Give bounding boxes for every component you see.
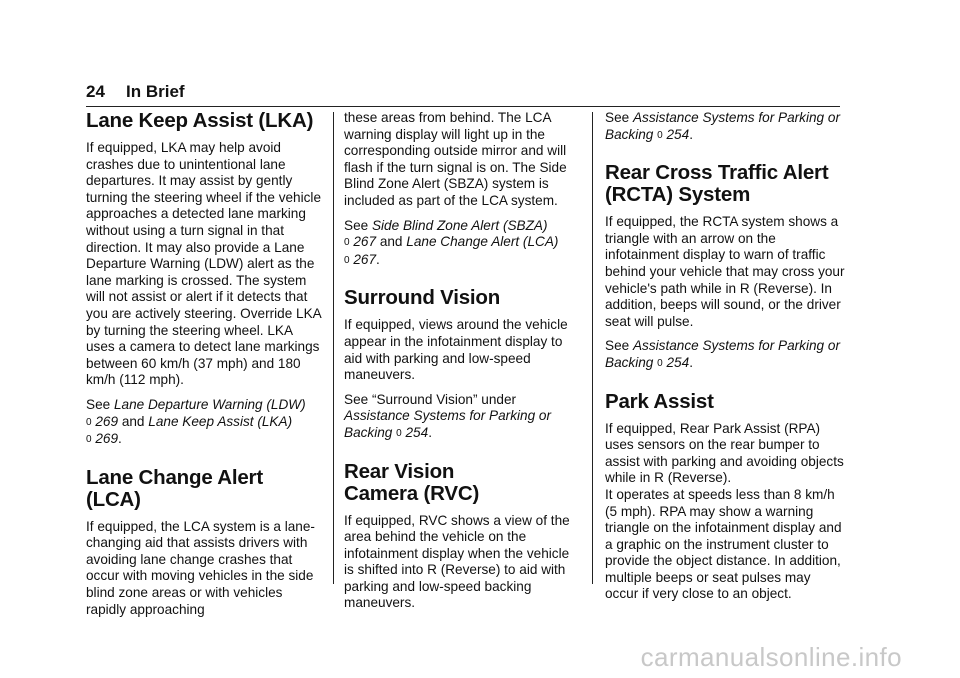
- section-title: In Brief: [126, 82, 185, 101]
- link-ldw-page[interactable]: 269: [95, 413, 119, 429]
- lka-body: If equipped, LKA may help avoid crashes due to unintentional lane departures. It may assist by gently turning the steering wheel if the vehicle approaches a detected lane marking without using a turn signal in that direction. It may also provide a Lane Departure Warning (LDW) alert as the lane marking is crossed. The system will not assist or alert if it detects that you are actively steering. Override LKA by turning the steering wheel. LKA uses a camera to detect lane markings between 60 km/h (37 mph) and 180 km/h (112 mph).: [86, 140, 322, 388]
- page-ref-arrow: 0: [86, 434, 92, 446]
- column-divider: [592, 112, 593, 584]
- park-assist-heading: Park Assist: [605, 389, 714, 413]
- rvc-body: If equipped, RVC shows a view of the area behind the vehicle on the infotainment display when the vehicle is shifted into R (Reverse) to aid with parking and low-speed backing maneuvers.: [344, 512, 570, 611]
- page-ref-arrow: 0: [657, 129, 663, 141]
- link-lca-page[interactable]: 267: [353, 251, 377, 267]
- link-assist-parking-page[interactable]: 254: [666, 354, 690, 370]
- column-3: [605, 110, 845, 611]
- rcta-body: If equipped, the RCTA system shows a triangle with an arrow on the infotainment display to warn of traffic behind your vehicle that may cross your vehicle's path while in R (Reverse). In addition, beeps will sound, or the driver seat will pulse.: [605, 214, 845, 329]
- page-header: [86, 80, 840, 107]
- column-2: [344, 110, 580, 620]
- lka-see-also: See Lane Departure Warning (LDW) 0 269 and Lane Keep Assist (LKA) 0 269.: [86, 396, 306, 447]
- rvc-see-also: See Assistance Systems for Parking or Backing 0 254.: [605, 110, 840, 142]
- page-ref-arrow: 0: [396, 427, 402, 439]
- link-sbza-page[interactable]: 267: [353, 234, 377, 250]
- surround-vision-see-also: See “Surround Vision” under Assistance Systems for Parking or Backing 0 254.: [344, 391, 551, 440]
- rcta-see-also: See Assistance Systems for Parking or Backing 0 254.: [605, 338, 840, 370]
- watermark: carmanualsonline.info: [640, 642, 902, 672]
- page-ref-arrow: 0: [657, 357, 663, 369]
- link-assist-parking[interactable]: Assistance Systems for Parking or Backing: [605, 110, 840, 142]
- page-ref-arrow: 0: [344, 237, 350, 249]
- link-lka-page[interactable]: 269: [95, 431, 119, 447]
- link-assist-parking[interactable]: Assistance Systems for Parking or Backing: [344, 408, 551, 440]
- page-ref-arrow: 0: [344, 254, 350, 266]
- lca-see-also: See Side Blind Zone Alert (SBZA) 0 267 and Lane Change Alert (LCA) 0 267.: [344, 217, 559, 267]
- park-assist-body-1: If equipped, Rear Park Assist (RPA) uses sensors on the rear bumper to assist with parking and avoiding objects while in R (Reverse).: [605, 420, 844, 486]
- column-divider: [333, 112, 334, 584]
- park-assist-body-2: It operates at speeds less than 8 km/h (5 mph). RPA may show a warning triangle on the infotainment display and a graphic on the instrument cluster to provide the object distance. In addition, multiple beeps or seat pulses may occur if very close to an object.: [605, 486, 842, 602]
- link-ldw[interactable]: Lane Departure Warning (LDW): [113, 396, 306, 412]
- link-lca[interactable]: Lane Change Alert (LCA): [406, 234, 559, 250]
- link-assist-parking-page[interactable]: 254: [666, 126, 690, 142]
- column-1: [86, 110, 322, 626]
- link-assist-parking-page[interactable]: 254: [405, 424, 429, 440]
- lca-heading: Lane Change Alert (LCA): [86, 465, 263, 511]
- surround-vision-heading: Surround Vision: [344, 286, 501, 310]
- rvc-heading: Rear Vision Camera (RVC): [344, 459, 480, 505]
- link-lka[interactable]: Lane Keep Assist (LKA): [148, 413, 293, 429]
- link-assist-parking[interactable]: Assistance Systems for Parking or Backing: [605, 338, 840, 370]
- page-ref-arrow: 0: [86, 416, 92, 428]
- rcta-heading: Rear Cross Traffic Alert (RCTA) System: [605, 161, 829, 207]
- page-number: 24: [86, 82, 105, 101]
- link-sbza[interactable]: Side Blind Zone Alert (SBZA): [371, 217, 548, 233]
- lca-body-cont: these areas from behind. The LCA warning display will light up in the corresponding outside mirror and will flash if the turn signal is on. The Side Blind Zone Alert (SBZA) system is included as part of the LCA system.: [344, 110, 567, 208]
- lca-body: If equipped, the LCA system is a lane-changing aid that assists drivers with avoiding lane change crashes that occur with moving vehicles in the side blind zone areas or with vehicles rapidly approaching: [86, 518, 315, 617]
- surround-vision-body: If equipped, views around the vehicle appear in the infotainment display to aid with parking and low-speed maneuvers.: [344, 317, 568, 383]
- lka-heading: Lane Keep Assist (LKA): [86, 109, 314, 132]
